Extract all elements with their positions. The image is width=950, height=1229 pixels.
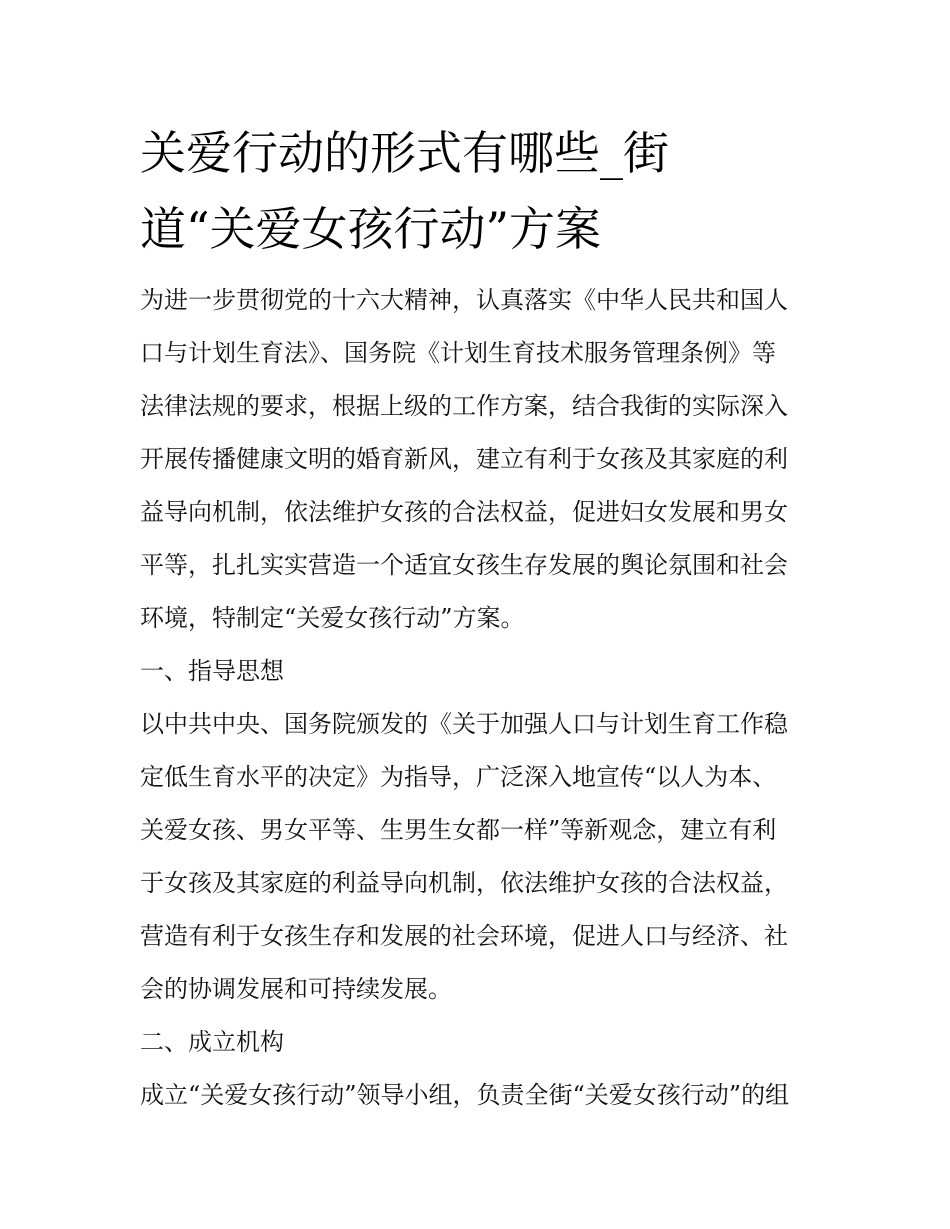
paragraph-line: 口与计划生育法》、国务院《计划生育技术服务管理条例》等 — [140, 339, 776, 367]
section-heading: 二、成立机构 — [140, 1028, 284, 1056]
paragraph-line: 平等，扎扎实实营造一个适宜女孩生存发展的舆论氛围和社会 — [140, 551, 788, 579]
paragraph-line: 营造有利于女孩生存和发展的社会环境，促进人口与经济、社 — [140, 922, 788, 950]
title-line: 道“关爱女孩行动”方案 — [140, 202, 602, 256]
paragraph-line: 关爱女孩、男女平等、生男生女都一样”等新观念，建立有利 — [140, 816, 777, 844]
section-heading: 一、指导思想 — [140, 657, 284, 685]
paragraph-line: 开展传播健康文明的婚育新风，建立有利于女孩及其家庭的利 — [140, 445, 788, 473]
paragraph-line: 为进一步贯彻党的十六大精神，认真落实《中华人民共和国人 — [140, 286, 788, 314]
document-title — [140, 115, 820, 267]
paragraph-line: 以中共中央、国务院颁发的《关于加强人口与计划生育工作稳 — [140, 710, 788, 738]
paragraph-line: 成立“关爱女孩行动”领导小组，负责全街“关爱女孩行动”的组 — [140, 1081, 790, 1109]
paragraph-line: 益导向机制，依法维护女孩的合法权益，促进妇女发展和男女 — [140, 498, 788, 526]
paragraph-line: 于女孩及其家庭的利益导向机制，依法维护女孩的合法权益， — [140, 869, 788, 897]
paragraph-line: 定低生育水平的决定》为指导，广泛深入地宣传“以人为本、 — [140, 763, 777, 791]
title-line: 关爱行动的形式有哪些_街 — [140, 126, 669, 180]
paragraph-line: 法律法规的要求，根据上级的工作方案，结合我街的实际深入 — [140, 392, 788, 420]
paragraph-line: 会的协调发展和可持续发展。 — [140, 975, 452, 1003]
paragraph-line: 环境，特制定“关爱女孩行动”方案。 — [140, 604, 525, 632]
